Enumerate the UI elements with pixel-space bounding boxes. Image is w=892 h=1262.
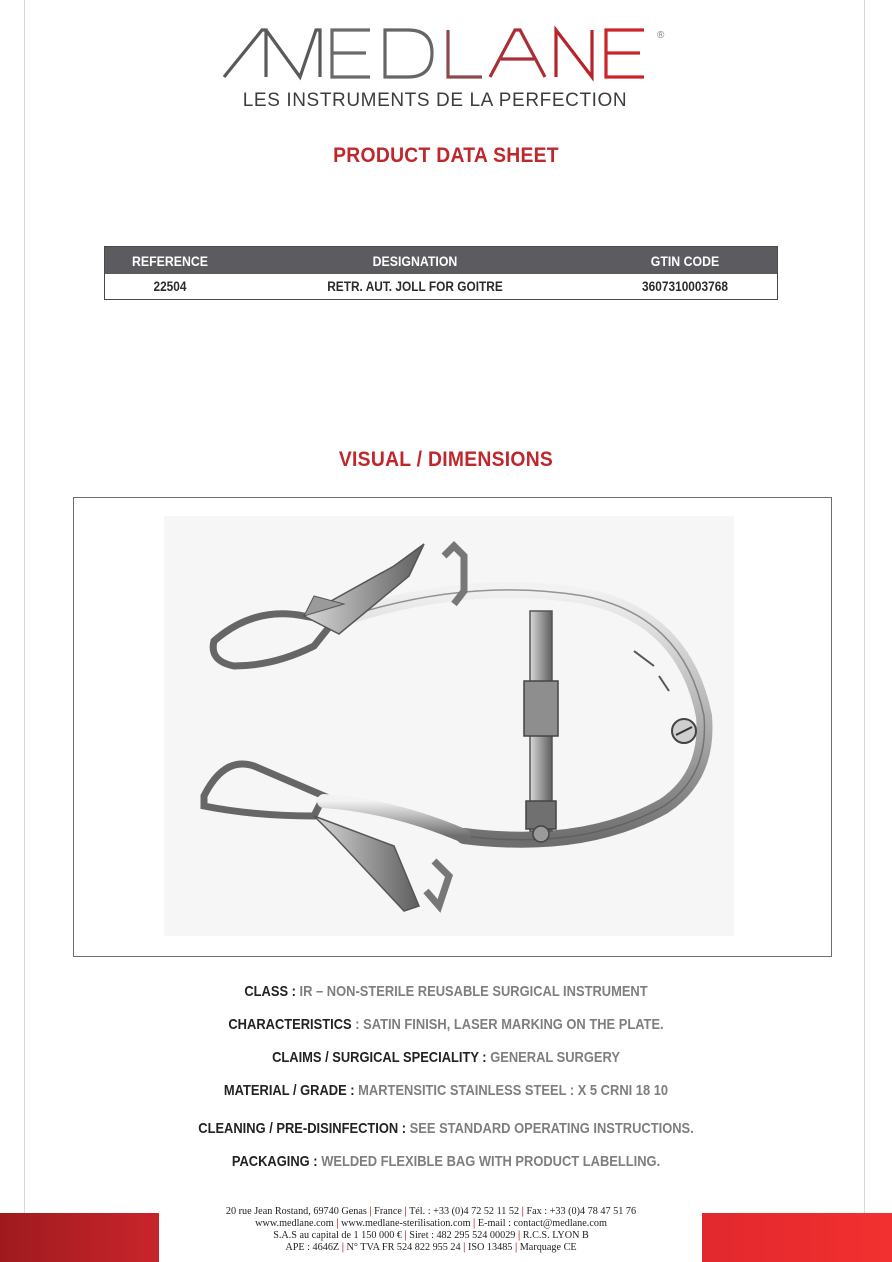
spec-material-label: MATERIAL / GRADE : — [223, 1082, 355, 1099]
visual-title: VISUAL / DIMENSIONS — [338, 448, 554, 471]
table-header — [105, 247, 777, 274]
spec-cleaning-label: CLEANING / PRE-DISINFECTION : — [198, 1120, 407, 1137]
left-margin-rule — [24, 0, 25, 1262]
spec-claims — [62, 1049, 829, 1066]
spec-characteristics — [62, 1016, 829, 1033]
separator: | — [369, 1206, 372, 1217]
footer-siret: Siret : 482 295 524 00029 — [409, 1230, 518, 1241]
table-row — [105, 274, 777, 299]
spec-cleaning — [62, 1120, 829, 1137]
spec-packaging — [62, 1153, 829, 1170]
separator: | — [473, 1218, 476, 1229]
footer-web-line — [160, 1218, 702, 1230]
footer-legal-line — [160, 1230, 702, 1242]
separator: | — [341, 1242, 344, 1253]
footer-email[interactable]: E-mail : contact@medlane.com — [477, 1218, 607, 1229]
footer-vat: N° TVA FR 524 822 955 24 — [346, 1242, 464, 1253]
footer-country: France — [374, 1206, 405, 1217]
brand-tagline: LES INSTRUMENTS DE LA PERFECTION — [242, 90, 628, 111]
cell-gtin: 3607310003768 — [642, 279, 728, 294]
footer-website-sterilisation[interactable]: www.medlane-sterilisation.com — [341, 1218, 474, 1229]
separator: | — [336, 1218, 339, 1229]
header-reference: REFERENCE — [131, 252, 208, 269]
spec-characteristics-value: : SATIN FINISH, LASER MARKING ON THE PLATE. — [351, 1016, 664, 1033]
spec-claims-label: CLAIMS / SURGICAL SPECIALITY : — [272, 1049, 487, 1066]
product-image-frame — [73, 497, 832, 957]
footer-ape: APE : 4646Z — [285, 1242, 342, 1253]
footer-band-right — [702, 1213, 892, 1262]
footer-address-line — [160, 1206, 702, 1218]
footer-cert-line — [160, 1242, 702, 1254]
spec-characteristics-label: CHARACTERISTICS — [228, 1016, 352, 1033]
footer-band-left — [0, 1213, 159, 1262]
header-designation: DESIGNATION — [372, 252, 458, 269]
separator: | — [514, 1242, 518, 1253]
footer-capital: S.A.S au capital de 1 150 000 € — [273, 1230, 405, 1241]
separator: | — [404, 1206, 407, 1217]
registered-mark: ® — [657, 30, 665, 41]
separator: | — [521, 1206, 524, 1217]
spec-packaging-label: PACKAGING : — [231, 1153, 318, 1170]
footer-address: 20 rue Jean Rostand, 69740 Genas — [225, 1206, 367, 1217]
cell-designation: RETR. AUT. JOLL FOR GOITRE — [327, 279, 503, 294]
footer-phone: Tél. : +33 (0)4 72 52 11 52 — [409, 1206, 522, 1217]
footer-ce: Marquage CE — [519, 1242, 577, 1253]
footer-iso: ISO 13485 — [467, 1242, 515, 1253]
spec-cleaning-value: SEE STANDARD OPERATING INSTRUCTIONS. — [406, 1120, 694, 1137]
spec-packaging-value: WELDED FLEXIBLE BAG WITH PRODUCT LABELLING. — [317, 1153, 661, 1170]
separator: | — [517, 1230, 521, 1241]
retractor-image — [164, 516, 734, 936]
product-sheet-title: PRODUCT DATA SHEET — [333, 144, 559, 167]
footer-website[interactable]: www.medlane.com — [255, 1218, 337, 1229]
reference-table — [104, 246, 778, 300]
spec-claims-value: GENERAL SURGERY — [486, 1049, 620, 1066]
footer-rcs: R.C.S. LYON B — [522, 1230, 589, 1241]
separator: | — [404, 1230, 407, 1241]
cell-reference: 22504 — [153, 279, 187, 294]
header-gtin: GTIN CODE — [650, 252, 720, 269]
spec-class-value: IR – NON-STERILE REUSABLE SURGICAL INSTRUMENT — [295, 983, 648, 1000]
separator: | — [463, 1242, 466, 1253]
spec-material — [62, 1082, 829, 1099]
footer-fax: Fax : +33 (0)4 78 47 51 76 — [526, 1206, 637, 1217]
spec-material-value: MARTENSITIC STAINLESS STEEL : X 5 CRNI 18 10 — [354, 1082, 669, 1099]
spec-class — [62, 983, 829, 1000]
right-margin-rule — [864, 0, 865, 1262]
company-footer — [160, 1206, 702, 1254]
spec-class-label: CLASS : — [244, 983, 296, 1000]
